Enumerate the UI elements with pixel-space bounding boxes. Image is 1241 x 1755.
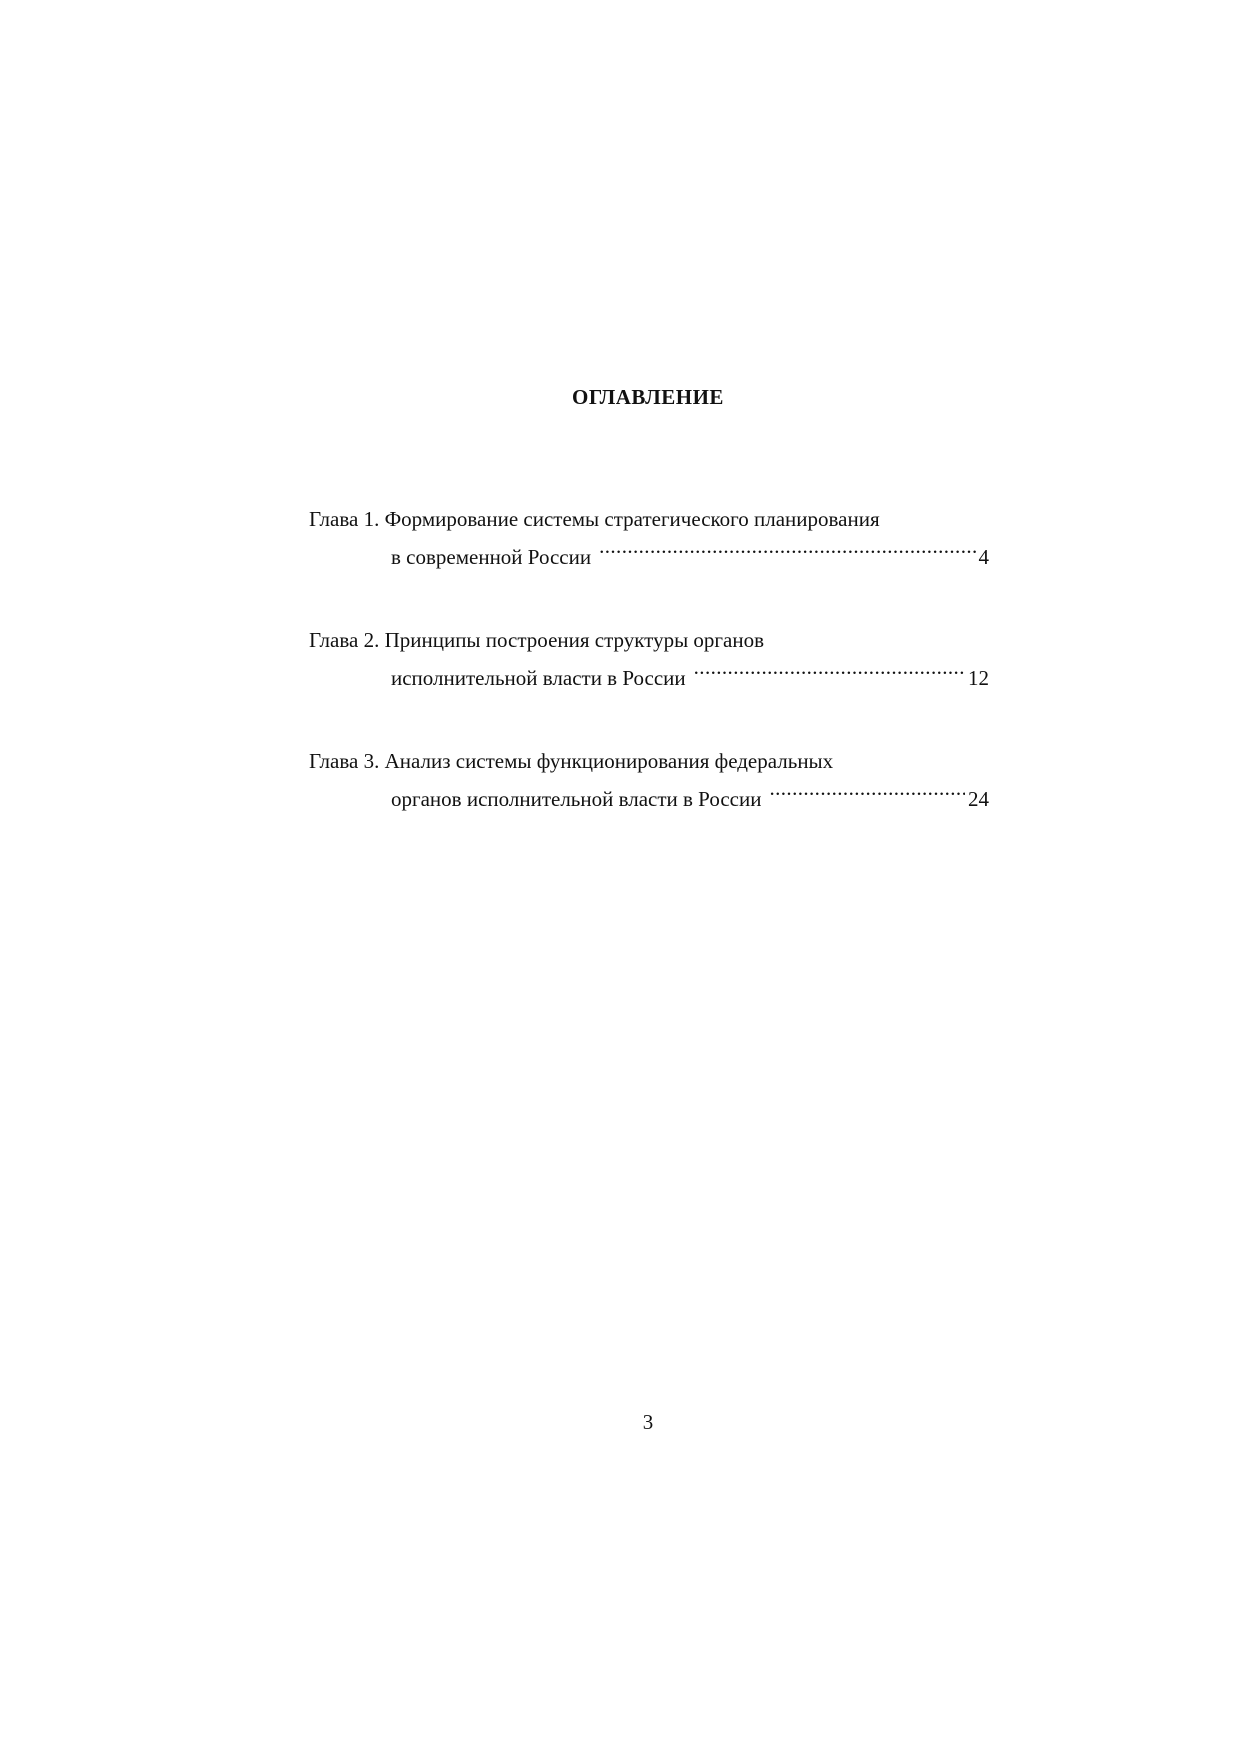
toc-entry-chapter-3[interactable] — [309, 746, 989, 814]
page-title: ОГЛАВЛЕНИЕ — [572, 385, 724, 409]
toc-entry-chapter-2[interactable] — [309, 625, 989, 693]
toc-chapter-title-continued: исполнительной власти в России — [391, 666, 686, 690]
toc-entry-chapter-1[interactable] — [309, 504, 989, 572]
toc-leader-dots — [769, 776, 965, 806]
toc-chapter-label: Глава 1. — [309, 507, 380, 531]
toc-chapter-title: Формирование системы стратегического планирования — [384, 507, 880, 531]
toc-page-number: 4 — [978, 545, 989, 569]
table-of-contents — [309, 504, 989, 867]
toc-page-number: 24 — [968, 787, 989, 811]
toc-leader-dots — [694, 655, 965, 685]
toc-page-number: 12 — [968, 666, 989, 690]
toc-chapter-title: Принципы построения структуры органов — [384, 628, 765, 652]
toc-chapter-label: Глава 2. — [309, 628, 380, 652]
toc-chapter-label: Глава 3. — [309, 749, 380, 773]
toc-leader-dots — [599, 534, 975, 564]
toc-chapter-title-continued: в современной России — [391, 545, 592, 569]
toc-chapter-title-continued: органов исполнительной власти в России — [391, 787, 762, 811]
page-number: 3 — [642, 1410, 654, 1434]
toc-chapter-title: Анализ системы функционирования федеральных — [384, 749, 834, 773]
